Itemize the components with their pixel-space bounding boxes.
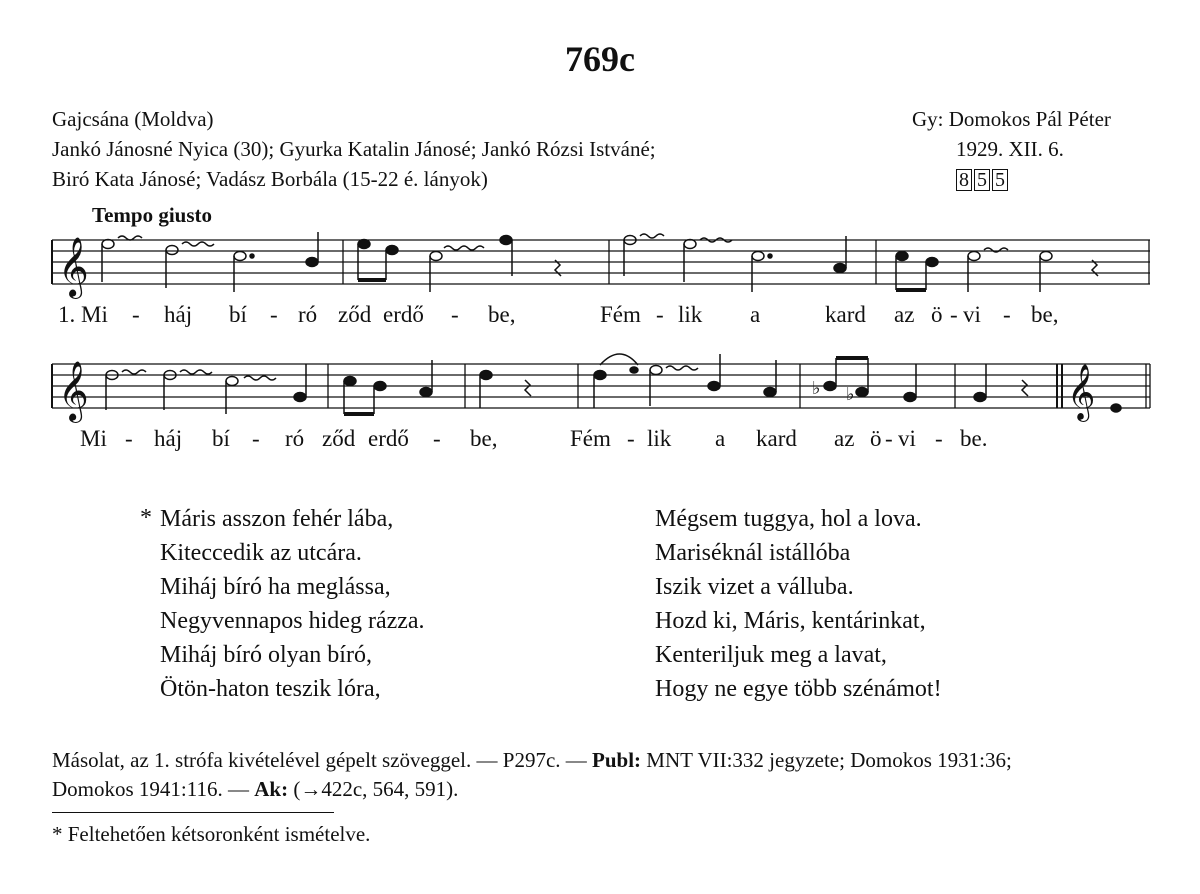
lyric-syllable: ződ xyxy=(338,302,372,327)
stanza-line: Hozd ki, Máris, kentárinkat, xyxy=(655,608,926,634)
lyric-syllable: - xyxy=(1003,302,1011,327)
lyric-syllable: ö xyxy=(870,426,882,451)
lyric-syllable: - xyxy=(935,426,943,451)
lyric-syllable: be. xyxy=(960,426,988,451)
notes-text: Domokos 1941:116. — xyxy=(52,777,255,801)
notes-text: (→422c, 564, 591). xyxy=(288,777,459,801)
lyric-syllable: ró xyxy=(298,302,318,327)
lyric-syllable: - xyxy=(270,302,278,327)
lyric-syllable: Fém xyxy=(600,302,641,327)
stanza-right-column xyxy=(655,502,942,706)
stanza-line: Kenteriljuk meg a lavat, xyxy=(655,642,887,668)
lyric-syllable: bí xyxy=(229,302,247,327)
svg-text:♭: ♭ xyxy=(812,378,821,399)
place-line: Gajcsána (Moldva) xyxy=(52,107,214,131)
lyric-syllable: - xyxy=(132,302,140,327)
lyric-syllable: bí xyxy=(212,426,230,451)
treble-clef-icon: 𝄞 xyxy=(58,361,89,421)
svg-text:♭: ♭ xyxy=(846,384,855,405)
lyric-syllable: ö xyxy=(931,302,943,327)
lyric-syllable: a xyxy=(750,302,761,327)
tempo-marking: Tempo giusto xyxy=(92,203,213,227)
syllable-box: 5 xyxy=(992,169,1008,191)
lyric-syllable: a xyxy=(715,426,726,451)
lyric-syllable: lik xyxy=(678,302,703,327)
lyric-syllable: erdő xyxy=(368,426,409,451)
lyric-syllable: be, xyxy=(470,426,498,451)
melody-notes-line-2 xyxy=(106,354,1121,414)
stanza-line: Negyvennapos hideg rázza. xyxy=(160,608,425,634)
treble-clef-icon: 𝄞 xyxy=(58,237,89,297)
stanza-left-column xyxy=(160,502,425,706)
lyric-syllable: Mi xyxy=(80,426,107,451)
stanza-asterisk: * xyxy=(140,505,152,531)
singers-line-1: Jankó Jánosné Nyica (30); Gyurka Katalin Jánosé; Jankó Rózsi Istváné; xyxy=(52,137,656,161)
lyric-syllable: az xyxy=(834,426,855,451)
lyrics-line-1 xyxy=(0,302,1200,336)
stanza-line: Hogy ne egye több szénámot! xyxy=(655,676,942,702)
music-staff-1 xyxy=(0,225,1200,305)
stanza-line: Mariséknál istállóba xyxy=(655,540,851,566)
stanza-line: Máris asszon fehér lába, xyxy=(160,506,394,532)
lyric-syllable: - xyxy=(252,426,260,451)
treble-clef-icon: 𝄞 xyxy=(1067,364,1096,420)
lyric-syllable: - xyxy=(627,426,635,451)
lyric-syllable: az xyxy=(894,302,915,327)
lyric-syllable: Fém xyxy=(570,426,611,451)
stanza-line: Miháj bíró ha meglássa, xyxy=(160,574,391,600)
song-number-title: 769c xyxy=(565,39,635,79)
ak-label: Ak: xyxy=(254,777,289,801)
music-staff-2 xyxy=(0,345,1200,430)
lyric-syllable: háj xyxy=(164,302,193,327)
syllable-box: 8 xyxy=(956,169,972,191)
lyric-syllable: - xyxy=(950,302,958,327)
stanza-line: Ötön-haton teszik lóra, xyxy=(160,676,381,702)
lyric-syllable: - xyxy=(433,426,441,451)
lyric-syllable: - xyxy=(885,426,893,451)
lyric-syllable: - xyxy=(451,302,459,327)
lyrics-line-2 xyxy=(0,426,1200,460)
notes-text: MNT VII:332 jegyzete; Domokos 1931:36; xyxy=(641,748,1012,772)
lyric-syllable: kard xyxy=(756,426,797,451)
lyric-syllable: be, xyxy=(1031,302,1059,327)
lyric-syllable: vi xyxy=(898,426,916,451)
performer-info xyxy=(52,104,656,194)
source-notes xyxy=(52,746,1162,804)
lyric-syllable: ró xyxy=(285,426,305,451)
lyric-syllable: erdő xyxy=(383,302,424,327)
lyric-syllable: 1. Mi xyxy=(58,302,108,327)
notes-text: Másolat, az 1. strófa kivételével gépelt szöveggel. — P297c. — xyxy=(52,748,593,772)
stanza-line: Mégsem tuggya, hol a lova. xyxy=(655,506,922,532)
lyric-syllable: kard xyxy=(825,302,866,327)
stanza-line: Kiteccedik az utcára. xyxy=(160,540,362,566)
syllable-count-boxes xyxy=(912,164,1111,194)
lyric-syllable: háj xyxy=(154,426,183,451)
syllable-box: 5 xyxy=(974,169,990,191)
stanza-line: Miháj bíró olyan bíró, xyxy=(160,642,372,668)
lyric-syllable: vi xyxy=(963,302,981,327)
publ-label: Publ: xyxy=(592,748,642,772)
date-line: 1929. XII. 6. xyxy=(956,137,1064,161)
stanza-line: Iszik vizet a válluba. xyxy=(655,574,854,600)
lyric-syllable: - xyxy=(656,302,664,327)
collector-line: Gy: Domokos Pál Péter xyxy=(912,107,1111,131)
lyric-syllable: - xyxy=(125,426,133,451)
lyric-syllable: ződ xyxy=(322,426,356,451)
footnote-divider xyxy=(52,812,334,813)
collection-info xyxy=(912,104,1111,194)
footnote: * Feltehetően kétsoronként ismételve. xyxy=(52,822,371,846)
lyric-syllable: lik xyxy=(647,426,672,451)
lyric-syllable: be, xyxy=(488,302,516,327)
singers-line-2: Biró Kata Jánosé; Vadász Borbála (15-22 é. lányok) xyxy=(52,167,488,191)
